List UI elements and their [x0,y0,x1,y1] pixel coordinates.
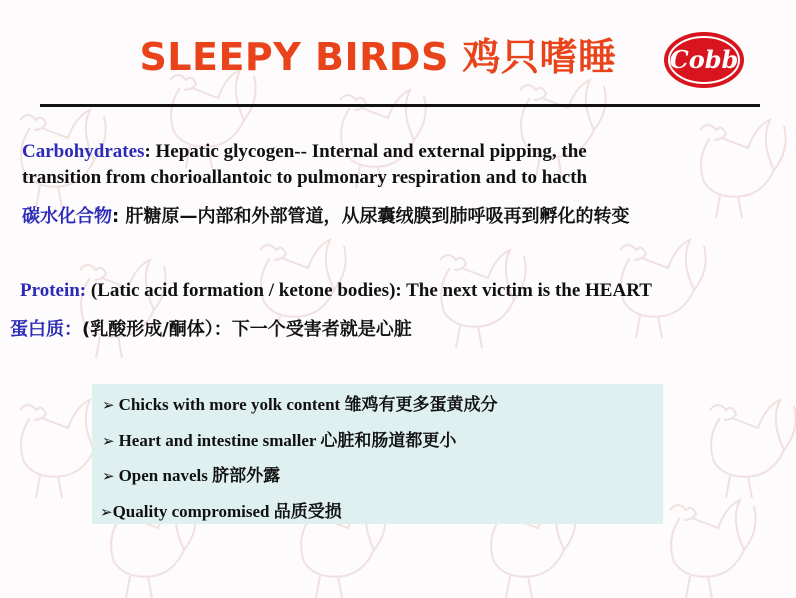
bullet-item [102,426,456,451]
title-divider [40,104,760,107]
svg-text:Cobb: Cobb [669,45,739,74]
protein-paragraph [20,278,790,304]
arrow-bullet-icon: ➢ [102,467,115,485]
carbohydrates-cn-term: 碳水化合物 [22,206,112,227]
carbohydrates-text-line2: transition from chorioallantoic to pulmonary respiration and to hacth [22,167,588,188]
carbohydrates-cn-paragraph [22,204,792,230]
bullet-item [102,461,280,486]
protein-term: Protein: [20,280,87,301]
bullet-item [100,497,342,522]
carbohydrates-cn-text: : 肝糖原—内部和外部管道，从尿囊绒膜到肺呼吸再到孵化的转变 [112,206,630,227]
bullet-cn: 品质受损 [273,502,342,522]
arrow-bullet-icon: ➢ [102,432,115,450]
bullet-item [102,390,497,415]
protein-cn-term: 蛋白质： [10,319,82,340]
bullet-en: Heart and intestine smaller [118,431,321,450]
bullet-en: Quality compromised [112,502,274,521]
bullet-cn: 雏鸡有更多蛋黄成分 [344,395,498,415]
carbohydrates-term: Carbohydrates [22,141,145,162]
carbohydrates-paragraph [22,139,782,191]
bullet-cn: 心脏和肠道都更小 [320,431,457,451]
arrow-bullet-icon: ➢ [102,396,115,414]
bullet-box [92,384,663,524]
protein-text: (Latic acid formation / ketone bodies): The next victim is the HEART [86,280,652,301]
cobb-logo [662,30,746,90]
protein-cn-text: (乳酸形成/酮体）：下一个受害者就是心脏 [82,319,412,340]
bullet-en: Open navels [118,466,213,485]
carbohydrates-text-line1: : Hepatic glycogen-- Internal and external pipping, the [144,141,587,162]
arrow-bullet-icon: ➢ [100,503,113,521]
bullet-cn: 脐部外露 [212,466,281,486]
slide-title: SLEEPY BIRDS 鸡只嗜睡 [139,35,617,79]
protein-cn-paragraph [10,317,780,343]
bullet-en: Chicks with more yolk content [118,395,345,414]
